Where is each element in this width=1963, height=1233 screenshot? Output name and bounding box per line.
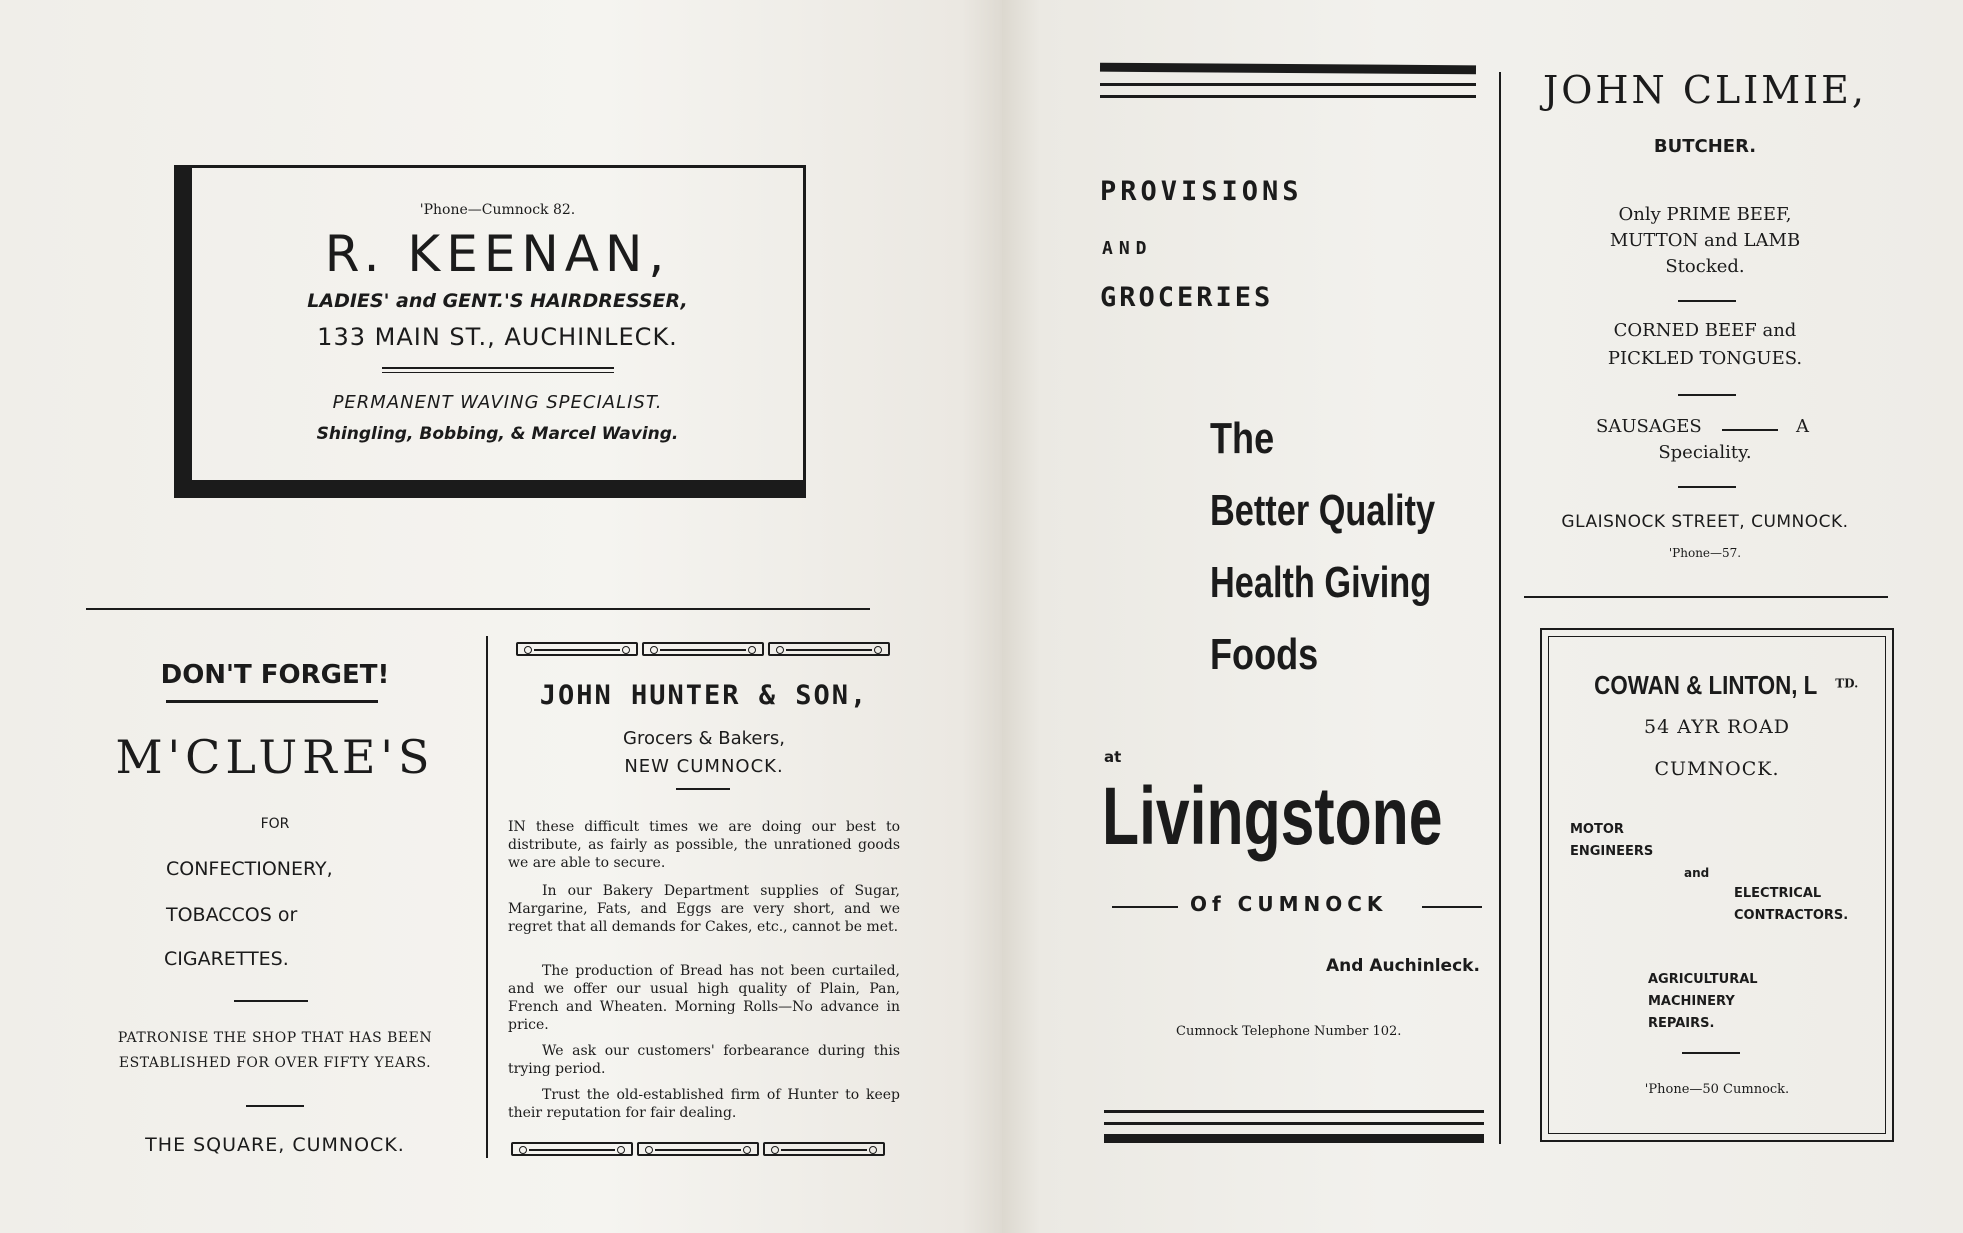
cowan-agri-2: MACHINERY [1648, 994, 1735, 1009]
keenan-advert [174, 165, 806, 498]
livingstone-provisions: PROVISIONS [1100, 176, 1303, 207]
livingstone-name: Livingstone [1102, 771, 1443, 862]
keenan-name: R. KEENAN, [324, 225, 671, 283]
mcclures-address: THE SQUARE, CUMNOCK. [145, 1134, 405, 1156]
mcclures-underline [166, 700, 378, 703]
keenan-trade: LADIES' and GENT.'S HAIRDRESSER, [307, 290, 688, 312]
livingstone-bottom-rule-1 [1104, 1110, 1484, 1113]
cowan-ltd: TD. [1835, 676, 1859, 691]
mcclures-rule [234, 1000, 308, 1002]
hunter-paragraph-2: In our Bakery Department supplies of Sugar, Margarine, Fats, and Eggs are very short, and we regret that all demands for Cakes, etc., cannot be met. [508, 883, 900, 935]
livingstone-the: The [1210, 414, 1275, 463]
livingstone-of-rule-left [1112, 906, 1178, 908]
hunter-place: NEW CUMNOCK. [624, 756, 784, 777]
hunter-paragraph-5: Trust the old-established firm of Hunter to keep their reputation for fair dealing. [508, 1087, 900, 1121]
climie-trade: BUTCHER. [1653, 136, 1757, 157]
cowan-motor-1: MOTOR [1570, 822, 1624, 837]
climie-advert [1510, 60, 1900, 580]
cowan-motor-2: ENGINEERS [1570, 844, 1654, 859]
climie-sausage-dash [1722, 429, 1778, 431]
cowan-town: CUMNOCK. [1654, 758, 1780, 780]
livingstone-of: Of CUMNOCK [1190, 892, 1388, 916]
climie-name: JOHN CLIMIE, [1543, 68, 1867, 112]
climie-bottom-rule [1524, 596, 1888, 598]
hunter-top-ornament [516, 642, 890, 656]
mcclures-reminder: DON'T FORGET! [160, 660, 390, 690]
climie-rule-1 [1678, 300, 1736, 302]
livingstone-health: Health Giving [1210, 558, 1432, 607]
hunter-paragraph-1: IN these difficult times we are doing our best to distribute, as fairly as possible, the unrationed goods we are able to secure. [508, 819, 900, 871]
mcclures-patronise-1: PATRONISE THE SHOP THAT HAS BEEN [117, 1030, 433, 1046]
cowan-agri-3: REPAIRS. [1648, 1016, 1715, 1031]
cowan-electrical-1: ELECTRICAL [1734, 886, 1822, 901]
climie-a: A [1796, 416, 1809, 437]
livingstone-telephone: Cumnock Telephone Number 102. [1176, 1024, 1402, 1039]
climie-speciality: Speciality. [1658, 442, 1752, 463]
left-column-divider [486, 636, 488, 1158]
livingstone-of-rule-right [1422, 906, 1482, 908]
keenan-address: 133 MAIN ST., AUCHINLECK. [317, 323, 678, 351]
mcclures-item1: CONFECTIONERY, [166, 858, 333, 880]
livingstone-at: at [1104, 748, 1122, 766]
cowan-and: and [1684, 866, 1710, 880]
cowan-inner-frame [1548, 636, 1886, 1134]
mcclures-item3: CIGARETTES. [164, 948, 289, 970]
hunter-bottom-ornament [511, 1142, 885, 1156]
livingstone-top-rule-3 [1100, 95, 1476, 98]
climie-sausages: SAUSAGES [1596, 416, 1702, 437]
right-column-divider [1499, 72, 1501, 1144]
mcclures-rule-2 [246, 1105, 304, 1107]
mcclures-for: FOR [260, 816, 290, 832]
hunter-paragraph-3: The production of Bread has not been curtailed, and we offer our usual high quality of Plain, Pan, French and Wheaten. Morning Rolls—No advance in price. [508, 963, 900, 1033]
cowan-rule [1682, 1052, 1740, 1054]
cowan-agri-1: AGRICULTURAL [1648, 972, 1758, 987]
livingstone-foods: Foods [1210, 630, 1319, 679]
livingstone-bottom-rule-2 [1104, 1122, 1484, 1125]
hunter-paragraph-4: We ask our customers' forbearance during this trying period. [508, 1043, 900, 1077]
livingstone-advert [1100, 170, 1500, 1090]
hunter-advert [508, 670, 900, 1140]
climie-phone: 'Phone—57. [1668, 546, 1742, 560]
mcclures-item2: TOBACCOS or [166, 904, 298, 926]
livingstone-better: Better Quality [1210, 486, 1436, 535]
cowan-road: 54 AYR ROAD [1644, 716, 1790, 738]
cowan-heading [1542, 670, 1892, 701]
hunter-name: JOHN HUNTER & SON, [539, 680, 869, 711]
keenan-specialist: PERMANENT WAVING SPECIALIST. [332, 392, 663, 413]
keenan-divider-2 [382, 372, 614, 373]
keenan-phone: 'Phone—Cumnock 82. [419, 202, 576, 218]
climie-prime-2: MUTTON and LAMB [1609, 230, 1801, 251]
climie-corned-1: CORNED BEEF and [1613, 320, 1797, 341]
cowan-advert [1540, 628, 1894, 1142]
cowan-name: COWAN & LINTON, L [1593, 670, 1818, 700]
climie-rule-3 [1678, 486, 1736, 488]
climie-prime-1: Only PRIME BEEF, [1618, 204, 1792, 225]
livingstone-auchinleck: And Auchinleck. [1326, 956, 1480, 976]
keenan-services: Shingling, Bobbing, & Marcel Waving. [316, 424, 679, 444]
livingstone-bottom-rule-3 [1104, 1134, 1484, 1143]
hunter-trade: Grocers & Bakers, [623, 728, 785, 749]
livingstone-top-rule-2 [1100, 83, 1476, 86]
mcclures-name: M'CLURE'S [115, 730, 435, 784]
mcclures-patronise-2: ESTABLISHED FOR OVER FIFTY YEARS. [118, 1055, 432, 1071]
climie-corned-2: PICKLED TONGUES. [1607, 348, 1803, 369]
climie-rule-2 [1678, 394, 1736, 396]
left-page-divider [86, 608, 870, 610]
cowan-electrical-2: CONTRACTORS. [1734, 908, 1849, 923]
hunter-rule [676, 788, 730, 790]
cowan-phone: 'Phone—50 Cumnock. [1644, 1082, 1790, 1097]
livingstone-groceries: GROCERIES [1100, 282, 1274, 313]
keenan-divider [382, 367, 614, 369]
climie-prime-3: Stocked. [1665, 256, 1745, 277]
livingstone-and: AND [1102, 238, 1153, 259]
climie-address: GLAISNOCK STREET, CUMNOCK. [1561, 512, 1849, 532]
mcclures-advert [70, 650, 480, 1170]
